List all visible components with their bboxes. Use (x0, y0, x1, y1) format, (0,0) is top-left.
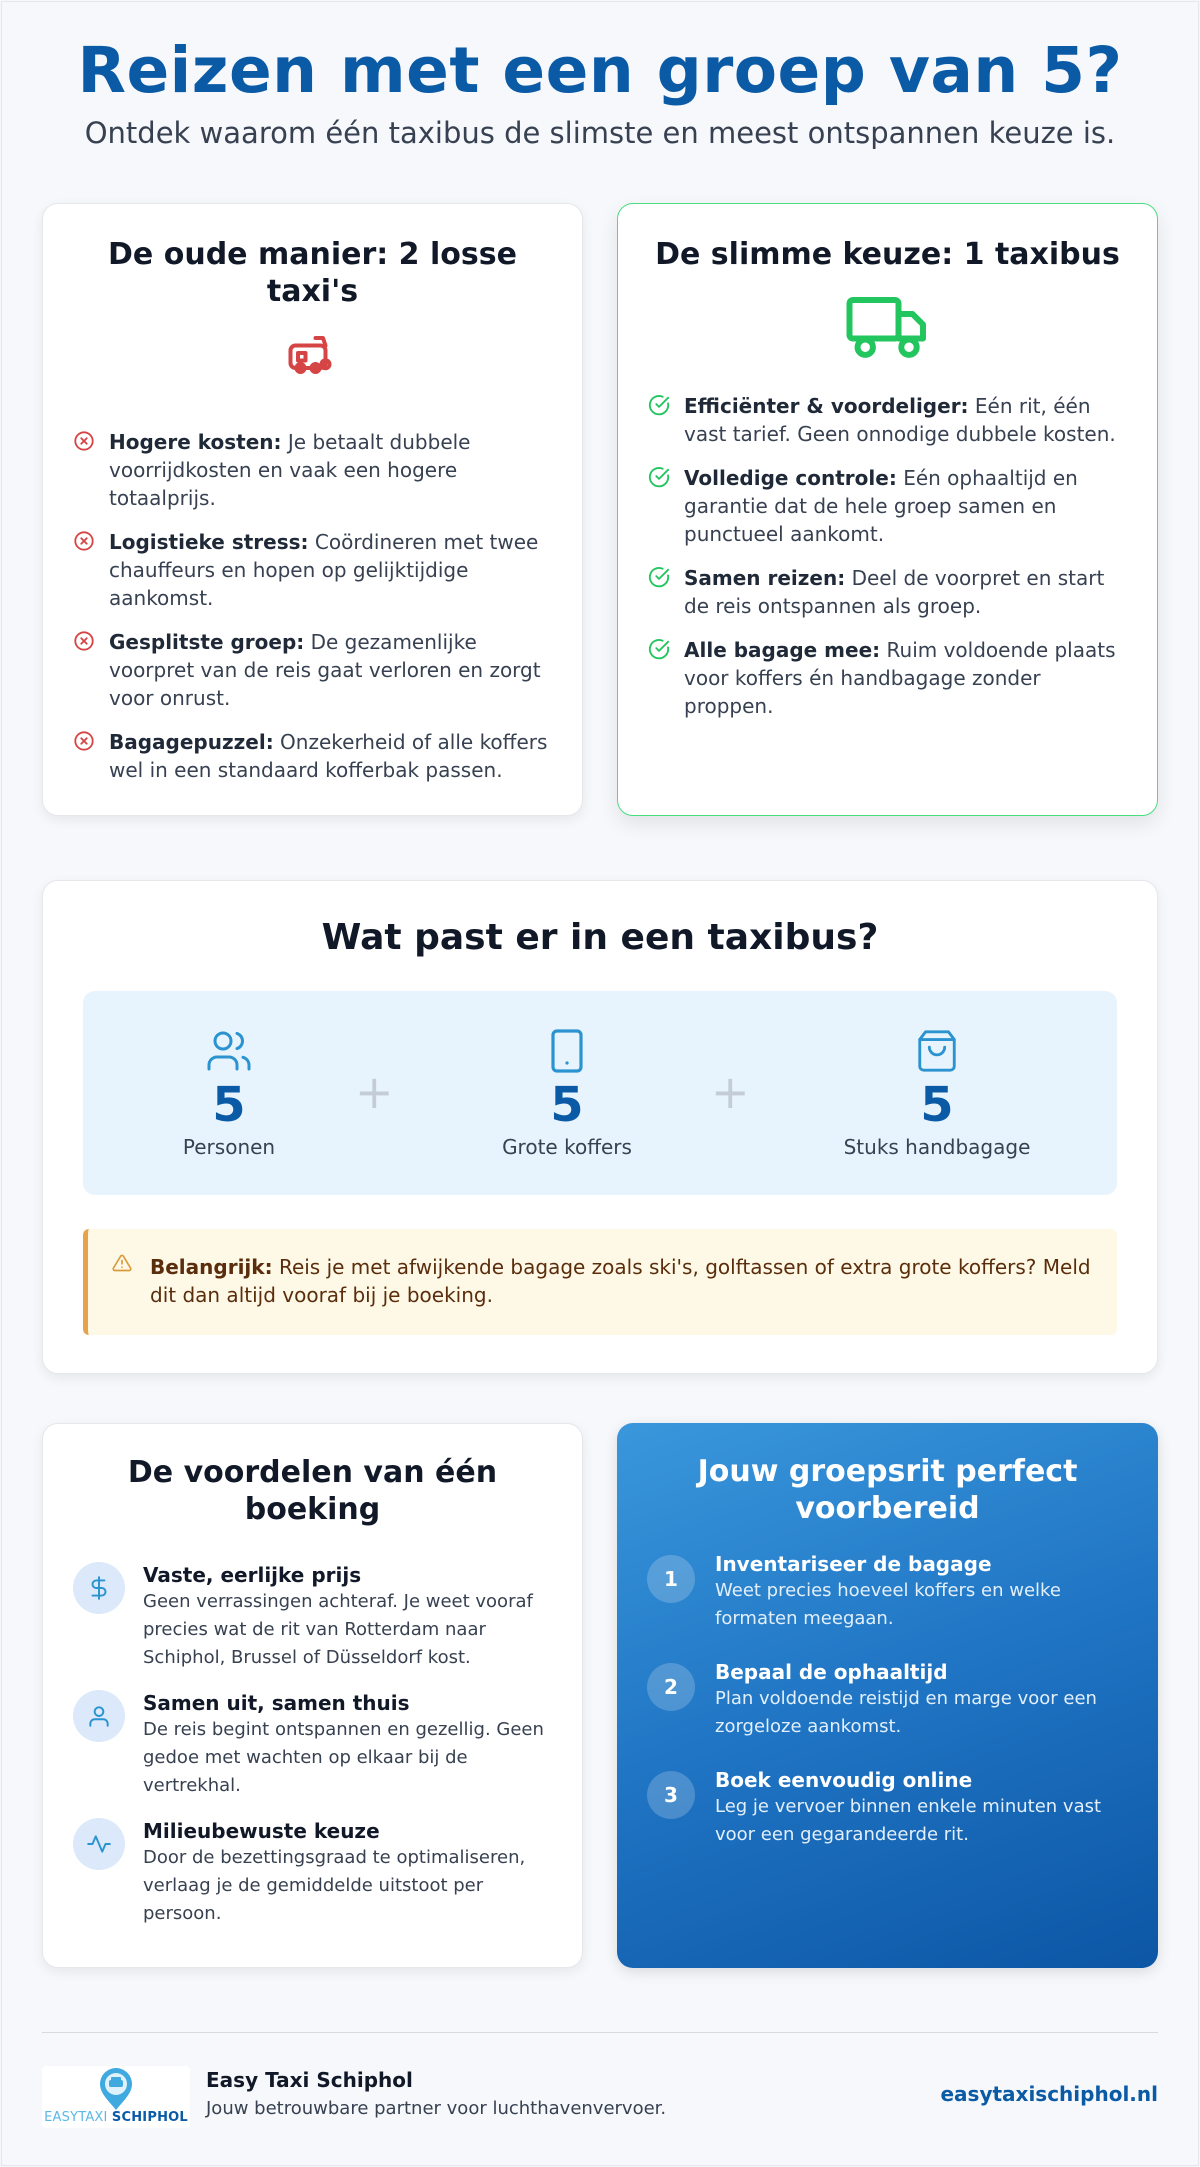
pro-text (684, 392, 1129, 448)
taxis-icon (283, 328, 343, 388)
benefit-item (73, 1690, 558, 1800)
benefit-desc: Door de bezettingsgraad te optimaliseren, verlaag je de gemiddelde uitstoot per persoon. (143, 1847, 526, 1924)
step-title: Boek eenvoudig online (715, 1768, 973, 1792)
check-circle-icon (648, 464, 684, 548)
old-way-card (42, 203, 583, 816)
con-item (73, 428, 554, 512)
fit-handbags (807, 1027, 1067, 1159)
con-label: Logistieke stress: (109, 530, 309, 554)
fit-people-label: Personen (182, 1135, 276, 1159)
step-title: Bepaal de ophaaltijd (715, 1660, 948, 1684)
fit-suitcases (437, 1027, 697, 1159)
suitcase-icon (437, 1027, 697, 1075)
prepare-title: Jouw groepsrit perfect voorbereid (697, 1454, 1078, 1526)
step-desc: Weet precies hoeveel koffers en welke formaten meegaan. (715, 1580, 1061, 1629)
brand-name: Easy Taxi Schiphol (206, 2068, 413, 2092)
important-notice (83, 1229, 1117, 1335)
step-item (647, 1659, 1134, 1741)
fit-people (99, 1027, 359, 1159)
x-circle-icon (73, 428, 109, 512)
logo-pin-icon (94, 2066, 138, 2116)
x-circle-icon (73, 728, 109, 784)
benefit-desc: Geen verrassingen achteraf. Je weet vooraf precies wat de rit van Rotterdam naar Schiphol, Brussel of Düsseldorf kost. (143, 1591, 533, 1668)
con-text (109, 428, 554, 512)
prepare-card (617, 1423, 1158, 1968)
plus-sign: + (355, 1065, 394, 1119)
check-circle-icon (648, 392, 684, 448)
pro-label: Samen reizen: (684, 566, 846, 590)
benefit-item (73, 1562, 558, 1672)
step-number: 2 (647, 1663, 695, 1711)
smart-way-card (617, 203, 1158, 816)
company-logo (42, 2066, 190, 2128)
logo-word-easytaxi: EASYTAXI (44, 2110, 108, 2125)
footer-divider (42, 2032, 1158, 2033)
step-number: 3 (647, 1771, 695, 1819)
fits-title: Wat past er in een taxibus? (321, 917, 879, 958)
check-circle-icon (648, 636, 684, 720)
step-desc: Leg je vervoer binnen enkele minuten vast voor een gegarandeerde rit. (715, 1796, 1102, 1845)
pro-desc: Eén ophaaltijd en garantie dat de hele groep samen en punctueel aankomt. (684, 466, 1078, 546)
fit-people-value: 5 (212, 1077, 246, 1133)
fit-suitcases-label: Grote koffers (502, 1135, 632, 1159)
x-circle-icon (73, 528, 109, 612)
website-link[interactable]: easytaxischiphol.nl (940, 2082, 1158, 2106)
smart-way-title: De slimme keuze: 1 taxibus (655, 237, 1120, 272)
con-text (109, 528, 554, 612)
logo-text (42, 2110, 190, 2125)
fits-panel (83, 991, 1117, 1195)
con-desc: Coördineren met twee chauffeurs en hopen op gelijktijdige aankomst. (109, 530, 539, 610)
notice-body: Reis je met afwijkende bagage zoals ski's, golftassen of extra grote koffers? Meld dit dan altijd vooraf bij je boeking. (150, 1255, 1091, 1307)
pro-text (684, 464, 1129, 548)
fit-handbags-label: Stuks handbagage (843, 1135, 1031, 1159)
activity-icon (73, 1818, 125, 1870)
benefit-title: Milieubewuste keuze (143, 1819, 380, 1843)
plus-sign: + (711, 1065, 750, 1119)
benefit-desc: De reis begint ontspannen en gezellig. Geen gedoe met wachten op elkaar bij de vertrekhal. (143, 1719, 544, 1796)
benefit-title: Vaste, eerlijke prijs (143, 1563, 362, 1587)
warning-icon (112, 1253, 132, 1277)
pro-item (648, 392, 1129, 448)
con-text (109, 728, 554, 784)
pro-label: Efficiënter & voordeliger: (684, 394, 969, 418)
brand-tagline: Jouw betrouwbare partner voor luchthavenvervoer. (206, 2098, 667, 2119)
benefits-title: De voordelen van één boeking (127, 1455, 498, 1527)
pro-label: Volledige controle: (684, 466, 897, 490)
benefit-item (73, 1818, 558, 1928)
pro-item (648, 464, 1129, 548)
con-label: Bagagepuzzel: (109, 730, 274, 754)
truck-icon (846, 292, 930, 364)
fit-handbags-value: 5 (920, 1077, 954, 1133)
con-item (73, 528, 554, 612)
users-icon (99, 1027, 359, 1075)
notice-label: Belangrijk: (150, 1255, 273, 1279)
con-text (109, 628, 554, 712)
con-item (73, 728, 554, 784)
con-item (73, 628, 554, 712)
step-item (647, 1551, 1134, 1633)
page-subtitle: Ontdek waarom één taxibus de slimste en meest ontspannen keuze is. (84, 116, 1116, 150)
step-number: 1 (647, 1555, 695, 1603)
con-desc: De gezamenlijke voorpret van de reis gaat verloren en zorgt voor onrust. (109, 630, 541, 710)
con-desc: Je betaalt dubbele voorrijdkosten en vaak een hogere totaalprijs. (109, 430, 471, 510)
step-title: Inventariseer de bagage (715, 1552, 992, 1576)
benefit-title: Samen uit, samen thuis (143, 1691, 410, 1715)
page-title: Reizen met een groep van 5? (77, 34, 1123, 107)
bag-icon (807, 1027, 1067, 1075)
step-item (647, 1767, 1134, 1849)
check-circle-icon (648, 564, 684, 620)
pro-desc: Ruim voldoende plaats voor koffers én handbagage zonder proppen. (684, 638, 1116, 718)
dollar-icon (73, 1562, 125, 1614)
pro-item (648, 564, 1129, 620)
user-icon (73, 1690, 125, 1742)
pro-text (684, 564, 1129, 620)
step-desc: Plan voldoende reistijd en marge voor een zorgeloze aankomst. (715, 1688, 1097, 1737)
con-desc: Onzekerheid of alle koffers wel in een standaard kofferbak passen. (109, 730, 548, 782)
logo-word-schiphol: SCHIPHOL (111, 2110, 188, 2125)
fits-card (42, 880, 1158, 1374)
pro-text (684, 636, 1129, 720)
fit-suitcases-value: 5 (550, 1077, 584, 1133)
x-circle-icon (73, 628, 109, 712)
con-label: Hogere kosten: (109, 430, 282, 454)
notice-text (150, 1253, 1097, 1309)
pro-label: Alle bagage mee: (684, 638, 881, 662)
benefits-card (42, 1423, 583, 1968)
pro-desc: Eén rit, één vast tarief. Geen onnodige dubbele kosten. (684, 394, 1116, 446)
pro-item (648, 636, 1129, 720)
old-way-title: De oude manier: 2 losse taxi's (108, 237, 517, 309)
pro-desc: Deel de voorpret en start de reis ontspannen als groep. (684, 566, 1105, 618)
con-label: Gesplitste groep: (109, 630, 305, 654)
